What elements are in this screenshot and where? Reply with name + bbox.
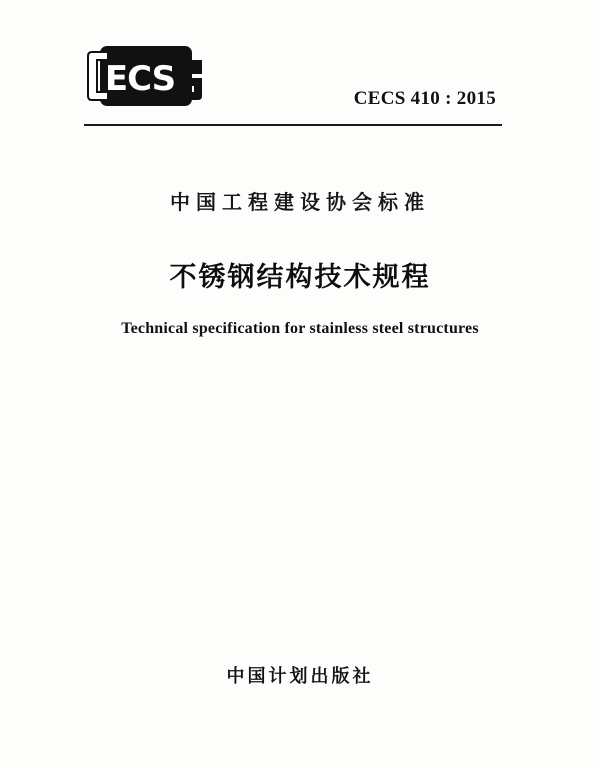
standard-category: 中国工程建设协会标准 (170, 190, 430, 214)
document-title-english: Technical specification for stainless steel structures (121, 320, 479, 337)
cecs-logo (86, 44, 204, 108)
standard-number: CECS 410 : 2015 (353, 88, 496, 109)
cecs-logo-graphic (86, 44, 204, 108)
publisher-name: 中国计划出版社 (226, 666, 374, 687)
header-divider (84, 124, 502, 126)
logo-text: ECS (104, 59, 176, 99)
document-title-chinese: 不锈钢结构技术规程 (169, 262, 431, 293)
